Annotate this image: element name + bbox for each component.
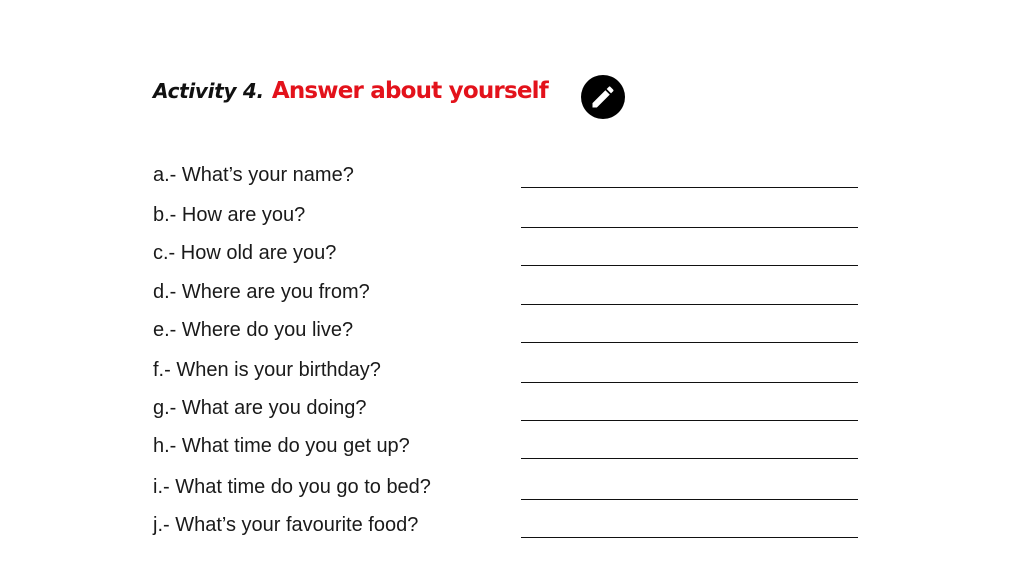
answer-line[interactable] [521, 458, 858, 459]
question-text: g.- What are you doing? [153, 397, 367, 419]
answer-line[interactable] [521, 382, 858, 383]
question-row [153, 427, 863, 463]
answer-line[interactable] [521, 265, 858, 266]
pencil-icon-glyph [589, 83, 617, 111]
question-text: i.- What time do you go to bed? [153, 476, 431, 498]
question-row [153, 468, 863, 504]
question-row [153, 389, 863, 425]
question-text: e.- Where do you live? [153, 319, 354, 341]
question-row [153, 196, 863, 232]
answer-line[interactable] [521, 499, 858, 500]
question-text: a.- What’s your name? [153, 164, 354, 186]
answer-line[interactable] [521, 304, 858, 305]
answer-line[interactable] [521, 342, 858, 343]
answer-line[interactable] [521, 537, 858, 538]
activity-heading [153, 78, 548, 104]
question-text: h.- What time do you get up? [153, 435, 410, 457]
question-row [153, 156, 863, 192]
question-text: c.- How old are you? [153, 242, 337, 264]
answer-line[interactable] [521, 420, 858, 421]
answer-line[interactable] [521, 227, 858, 228]
question-text: j.- What’s your favourite food? [153, 514, 419, 536]
question-row [153, 311, 863, 347]
pencil-icon [581, 75, 625, 119]
question-text: f.- When is your birthday? [153, 359, 381, 381]
activity-title: Answer about yourself [271, 78, 548, 104]
question-text: d.- Where are you from? [153, 281, 370, 303]
question-row [153, 273, 863, 309]
question-row [153, 351, 863, 387]
question-row [153, 234, 863, 270]
question-text: b.- How are you? [153, 204, 306, 226]
answer-line[interactable] [521, 187, 858, 188]
activity-label: Activity 4. [153, 79, 264, 103]
question-row [153, 506, 863, 542]
